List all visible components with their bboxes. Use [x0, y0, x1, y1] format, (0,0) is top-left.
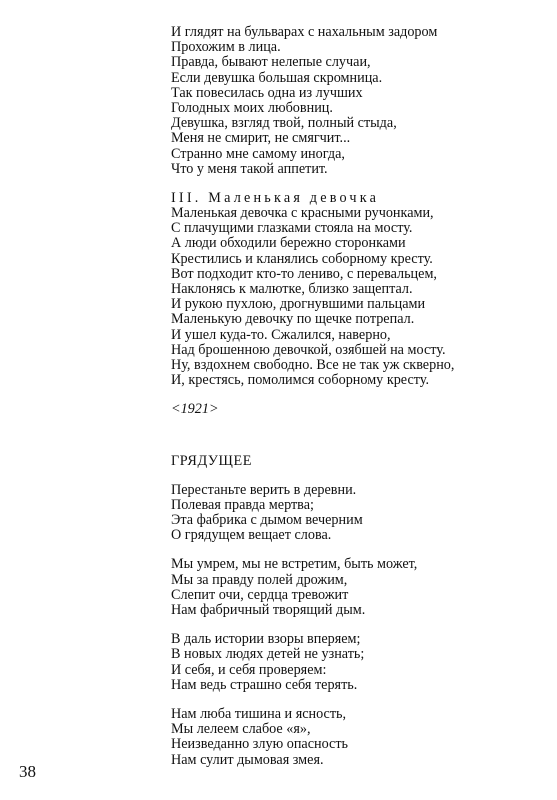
poem-line: Слепит очи, сердца тревожит [171, 586, 349, 603]
poem-line: И, крестясь, помолимся соборному кресту. [171, 372, 429, 389]
stanza-one [171, 25, 541, 177]
poem-line: Девушка, взгляд твой, полный стыда, [171, 115, 397, 132]
poem-line: Над брошенною девочкой, озябшей на мосту. [171, 341, 446, 358]
page-number: 38 [19, 762, 36, 781]
section-gap [171, 418, 541, 440]
poem-line: Маленькая девочка с красными ручонками, [171, 205, 434, 222]
poem-line: Мы лелеем слабое «я», [171, 721, 311, 738]
poem-line: Мы умрем, мы не встретим, быть может, [171, 556, 418, 573]
poem-line: Эта фабрика с дымом вечерним [171, 512, 363, 529]
poem-line: И глядят на бульварах с нахальным задором [171, 24, 438, 40]
poem-line: И ушел куда-то. Сжалился, наверно, [171, 326, 391, 343]
section-title: III. Маленькая девочка [171, 189, 380, 206]
stanza-gap [171, 543, 541, 557]
poem-line: Голодных моих любовниц. [171, 99, 333, 116]
poem-line: Нам фабричный творящий дым. [171, 602, 366, 618]
poem-line: Ну, вздохнем свободно. Все не так уж скверно, [171, 356, 455, 373]
poem-line: Вот подходит кто-то лениво, с перевальцем, [171, 265, 437, 282]
stanza-four [171, 557, 541, 618]
poem-line: Странно мне самому иногда, [171, 145, 345, 162]
poem-line: Перестаньте верить в деревни. [171, 481, 357, 498]
stanza-gap [171, 693, 541, 707]
stanza-gap [171, 469, 541, 483]
stanza-three [171, 483, 541, 544]
poem-line: Нам ведь страшно себя терять. [171, 676, 358, 693]
stanza-gap [171, 618, 541, 632]
poem-line: Нам сулит дымовая змея. [171, 751, 324, 768]
poem-line: Что у меня такой аппетит. [171, 160, 328, 177]
stanza-five [171, 632, 541, 693]
poem-line: С плачущими глазками стояла на мосту. [171, 220, 413, 237]
poem-line: Нам люба тишина и ясность, [171, 705, 347, 722]
poem-line: В даль истории взоры вперяем; [171, 631, 361, 648]
poem-line: Полевая правда мертва; [171, 496, 314, 513]
poem-line: Если девушка большая скромница. [171, 69, 383, 86]
poem-line: Неизведанно злую опасность [171, 736, 349, 753]
poem-line: О грядущем вещает слова. [171, 527, 332, 544]
poem-text-column [171, 25, 541, 768]
stanza-six [171, 707, 541, 768]
stanza-gap [171, 177, 541, 191]
poem-line: Маленькую девочку по щечке потрепал. [171, 311, 415, 328]
poem-line: Крестились и кланялись соборному кресту. [171, 250, 433, 267]
poem-date: <1921> [171, 401, 219, 418]
poem-line: А люди обходили бережно сторонками [171, 235, 406, 252]
poem-line: И себя, и себя проверяем: [171, 661, 327, 678]
poem-line: И рукою пухлою, дрогнувшими пальцами [171, 296, 426, 313]
poem-line: В новых людях детей не узнать; [171, 646, 365, 663]
poem-line: Правда, бывают нелепые случаи, [171, 54, 371, 71]
stanza-two [171, 206, 541, 388]
poem-line: Так повесилась одна из лучших [171, 84, 363, 101]
poem-line: Прохожим в лица. [171, 39, 281, 56]
section-gap [171, 440, 541, 454]
poem-line: Наклонясь к малютке, близко защептал. [171, 281, 413, 297]
stanza-gap [171, 388, 541, 402]
poem-line: Меня не смирит, не смягчит... [171, 130, 351, 147]
poem-title: ГРЯДУЩЕЕ [171, 452, 253, 469]
poem-line: Мы за правду полей дрожим, [171, 571, 348, 588]
